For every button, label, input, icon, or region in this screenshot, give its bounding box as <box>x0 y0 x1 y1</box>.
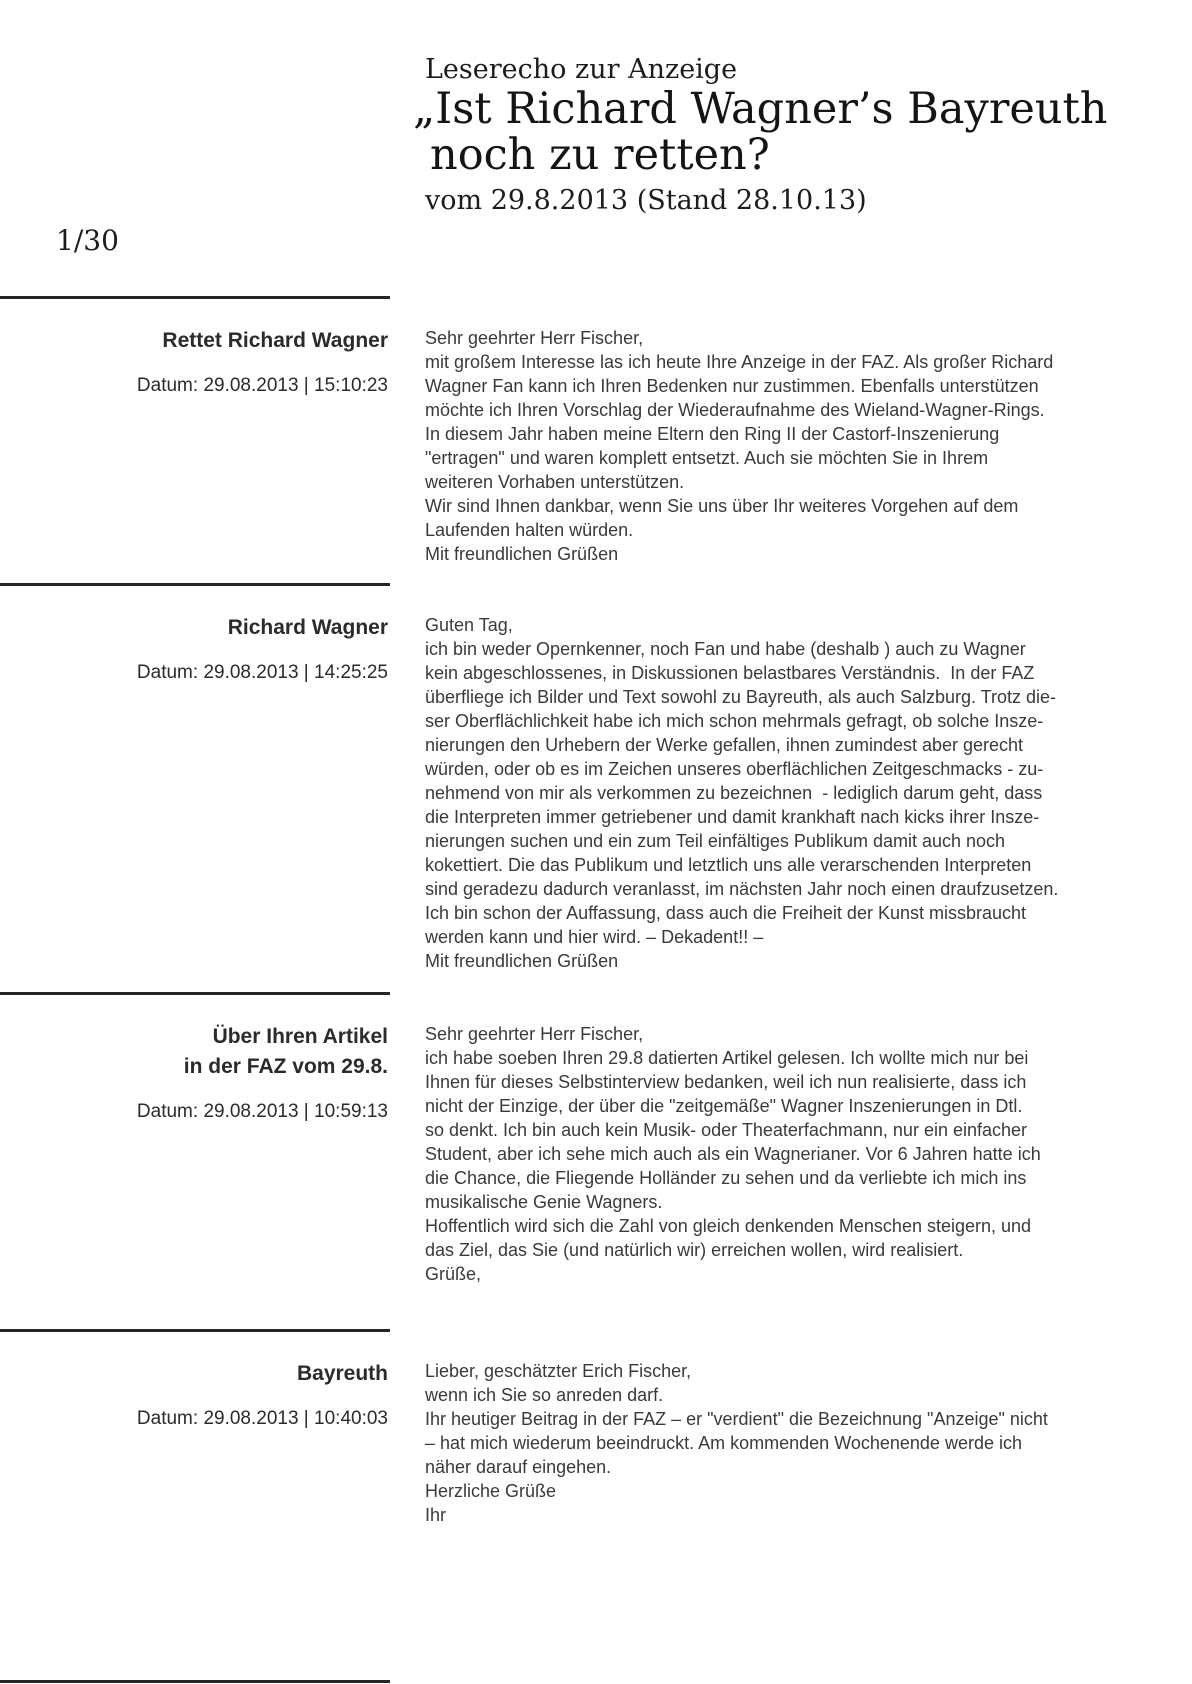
entry-body-line: sind geradezu dadurch veranlasst, im nächsten Jahr noch einen draufzusetzen. <box>425 879 1059 899</box>
entry-body-line: – hat mich wiederum beeindruckt. Am kommenden Wochenende werde ich <box>425 1433 1022 1453</box>
entry-body-line: die Chance, die Fliegende Holländer zu sehen und da verliebte ich mich ins <box>425 1168 1027 1188</box>
entry-date: Datum: 29.08.2013 | 10:59:13 <box>136 1101 388 1122</box>
entry-date: Datum: 29.08.2013 | 15:10:23 <box>136 375 388 396</box>
bottom-divider <box>0 1680 390 1683</box>
entry-row <box>0 1359 1192 1527</box>
entry-divider <box>0 583 390 586</box>
entry-body-line: Mit freundlichen Grüßen <box>425 951 619 971</box>
entry-meta-column <box>0 1359 388 1432</box>
entry-body <box>425 613 1058 973</box>
entry-title-line: Richard Wagner <box>227 616 388 639</box>
entry-meta-column <box>0 326 388 399</box>
entry-body-line: würden, oder ob es im Zeichen unseres oberflächlichen Zeitgeschmacks - zu- <box>425 759 1044 779</box>
entry-body-line: die Interpreten immer getriebener und damit krankhaft nach kicks ihrer Insze- <box>425 807 1040 827</box>
entry-body-line: Mit freundlichen Grüßen <box>425 544 619 564</box>
entry-row <box>0 613 1192 973</box>
entry-row <box>0 326 1192 566</box>
entry-body-line: "ertragen" und waren komplett entsetzt. Auch sie möchten Sie in Ihrem <box>425 448 989 468</box>
entry-body-line: Ihr <box>425 1505 447 1525</box>
page-indicator: 1/30 <box>56 224 119 257</box>
entries-list <box>0 296 1192 1680</box>
entry-body-line: Sehr geehrter Herr Fischer, <box>425 328 644 348</box>
entry-body-line: nicht der Einzige, der über die "zeitgemäße" Wagner Inszenierungen in Dtl. <box>425 1096 1023 1116</box>
page-title-line-1: „Ist Richard Wagner’s Bayreuth <box>413 84 1108 134</box>
entry-row <box>0 1022 1192 1286</box>
entry-body-line: Wagner Fan kann ich Ihren Bedenken nur zustimmen. Ebenfalls unterstützen <box>425 376 1039 396</box>
entry-title <box>0 1359 388 1389</box>
entry-body-line: ser Oberflächlichkeit habe ich mich schon mehrmals gefragt, ob solche Insze- <box>425 711 1044 731</box>
reader-comment-entry <box>0 583 1192 992</box>
entry-body-line: Lieber, geschätzter Erich Fischer, <box>425 1361 692 1381</box>
entry-meta-column <box>0 613 388 686</box>
reader-comment-entry <box>0 992 1192 1329</box>
entry-body-line: Hoffentlich wird sich die Zahl von gleich denkenden Menschen steigern, und <box>425 1216 1032 1236</box>
entry-title <box>0 1022 388 1082</box>
entry-body-line: ich bin weder Opernkenner, noch Fan und habe (deshalb ) auch zu Wagner <box>425 639 1026 659</box>
entry-body-line: Student, aber ich sehe mich auch als ein Wagnerianer. Vor 6 Jahren hatte ich <box>425 1144 1041 1164</box>
entry-title <box>0 613 388 643</box>
entry-body-line: musikalische Genie Wagners. <box>425 1192 663 1212</box>
entry-body-line: mit großem Interesse las ich heute Ihre Anzeige in der FAZ. Als großer Richard <box>425 352 1054 372</box>
entry-divider <box>0 1329 390 1332</box>
reader-comment-entry <box>0 296 1192 583</box>
entry-divider <box>0 296 390 299</box>
entry-date: Datum: 29.08.2013 | 10:40:03 <box>136 1408 388 1429</box>
entry-title-line: Rettet Richard Wagner <box>162 329 388 352</box>
entry-body-line: nehmend von mir als verkommen zu bezeichnen - lediglich darum geht, dass <box>425 783 1043 803</box>
entry-body-line: nierungen suchen und ein zum Teil einfältiges Publikum damit auch noch <box>425 831 1006 851</box>
entry-title-line: Über Ihren Artikel <box>212 1025 388 1048</box>
entry-body-line: kokettiert. Die das Publikum und letztlich uns alle verarschenden Interpreten <box>425 855 1032 875</box>
entry-body-line: Laufenden halten würden. <box>425 520 634 540</box>
entry-date: Datum: 29.08.2013 | 14:25:25 <box>136 662 388 683</box>
entry-body-line: näher darauf eingehen. <box>425 1457 612 1477</box>
entry-body-line: Guten Tag, <box>425 615 513 635</box>
kicker: Leserecho zur Anzeige <box>425 54 738 85</box>
entry-meta-column <box>0 1022 388 1125</box>
entry-body-line: das Ziel, das Sie (und natürlich wir) erreichen wollen, wird realisiert. <box>425 1240 964 1260</box>
entry-body-line: werden kann und hier wird. – Dekadent!! – <box>425 927 764 947</box>
entry-body-line: wenn ich Sie so anreden darf. <box>425 1385 664 1405</box>
entry-body-line: Herzliche Grüße <box>425 1481 557 1501</box>
entry-body <box>425 1022 1041 1286</box>
entry-body-line: nierungen den Urhebern der Werke gefallen, ihnen zumindest aber gerecht <box>425 735 1024 755</box>
entry-body-line: Ihr heutiger Beitrag in der FAZ – er "verdient" die Bezeichnung "Anzeige" nicht <box>425 1409 1048 1429</box>
entry-body-line: so denkt. Ich bin auch kein Musik- oder Theaterfachmann, nur ein einfacher <box>425 1120 1028 1140</box>
dateline: vom 29.8.2013 (Stand 28.10.13) <box>425 185 867 216</box>
entry-body-line: Grüße, <box>425 1264 482 1284</box>
entry-body-line: weiteren Vorhaben unterstützen. <box>425 472 685 492</box>
entry-body-line: Ich bin schon der Auffassung, dass auch die Freiheit der Kunst missbraucht <box>425 903 1027 923</box>
entry-body-line: möchte ich Ihren Vorschlag der Wiederaufnahme des Wieland-Wagner-Rings. <box>425 400 1045 420</box>
entry-body <box>425 1359 1048 1527</box>
entry-body-line: Wir sind Ihnen dankbar, wenn Sie uns über Ihr weiteres Vorgehen auf dem <box>425 496 1019 516</box>
entry-body-line: kein abgeschlossenes, in Diskussionen belastbares Verständnis. In der FAZ <box>425 663 1035 683</box>
entry-divider <box>0 992 390 995</box>
entry-title-line: Bayreuth <box>296 1362 388 1385</box>
entry-body <box>425 326 1053 566</box>
entry-body-line: In diesem Jahr haben meine Eltern den Ring II der Castorf-Inszenierung <box>425 424 1000 444</box>
page-title-line-2: noch zu retten? <box>430 130 770 180</box>
entry-body-line: Sehr geehrter Herr Fischer, <box>425 1024 644 1044</box>
entry-body-line: Ihnen für dieses Selbstinterview bedanken, weil ich nun realisierte, dass ich <box>425 1072 1027 1092</box>
reader-comment-entry <box>0 1329 1192 1680</box>
entry-title-line: in der FAZ vom 29.8. <box>183 1055 388 1078</box>
entry-title <box>0 326 388 356</box>
entry-body-line: überfliege ich Bilder und Text sowohl zu Bayreuth, als auch Salzburg. Trotz die- <box>425 687 1057 707</box>
entry-body-line: ich habe soeben Ihren 29.8 datierten Artikel gelesen. Ich wollte mich nur bei <box>425 1048 1029 1068</box>
